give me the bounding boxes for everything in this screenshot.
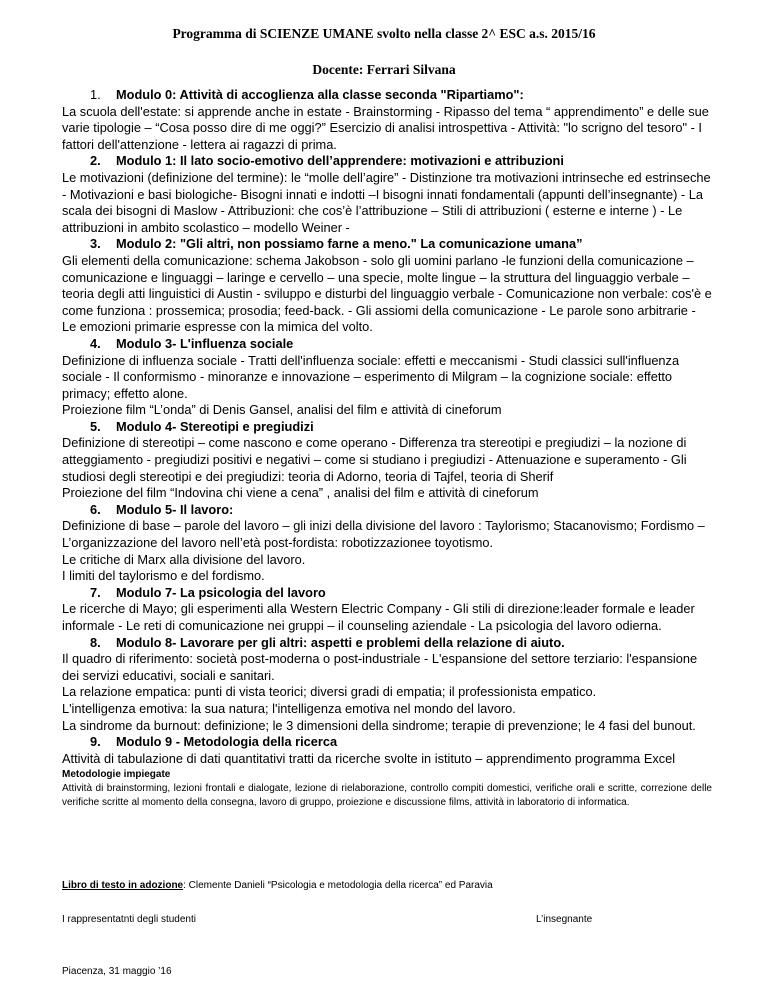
module-title: Modulo 9 - Metodologia della ricerca: [116, 734, 338, 750]
module-paragraph: Le critiche di Marx alla divisione del lavoro.: [62, 551, 306, 567]
module-paragraph: Gli elementi della comunicazione: schema Jakobson - solo gli uomini parlano -le funzioni della comunicazione – comunicazione e linguaggi – laringe e cervello – una specie, molte lingue – la struttura del linguaggio verbale – teoria degli atti linguistici di Austin - sviluppo e disturbi del linguaggio verbale - Comunicazione non verbale: cos'è e come funziona : prossemica; prosodia; feed-back. - Gli assiomi della comunicazione - Le parole sono arbitrarie - Le emozioni primarie espresse con la mimica del volto.: [62, 252, 712, 335]
place-date: Piacenza, 31 maggio ’16: [62, 966, 172, 977]
module-number: 9.: [90, 734, 101, 750]
module-paragraph: L'intelligenza emotiva: la sua natura; l'intelligenza emotiva nel mondo del lavoro.: [62, 700, 516, 716]
methods-heading: Metodologie impiegate: [62, 769, 171, 781]
module-number: 1.: [90, 87, 101, 102]
document-title: Programma di SCIENZE UMANE svolto nella classe 2^ ESC a.s. 2015/16: [172, 26, 596, 41]
module-heading: [62, 585, 712, 602]
module-number: 2.: [90, 153, 101, 169]
module-number: 8.: [90, 634, 101, 650]
module-paragraph: Il quadro di riferimento: società post-moderna o post-industriale - L'espansione del settore terziario: l'espansione dei servizi educativi, sociali e sanitari.: [62, 651, 698, 683]
textbook-line: [62, 880, 493, 891]
module-title: Modulo 5- Il lavoro:: [116, 501, 234, 517]
students-signature-label: I rappresentatnti degli studenti: [62, 914, 196, 925]
module-paragraph: Le ricerche di Mayo; gli esperimenti alla Western Electric Company - Gli stili di direzione:leader formale e leader informale - Le reti di comunicazione nei gruppi – il counseling aziendale - La psicologia del lavoro odierna.: [62, 601, 695, 633]
module-heading: [62, 336, 712, 353]
module-title: Modulo 7- La psicologia del lavoro: [116, 584, 326, 600]
module-heading: [62, 153, 712, 170]
program-body: [62, 87, 712, 810]
module-list: [62, 87, 712, 767]
teacher-signature-label: L’insegnante: [536, 914, 593, 925]
module-paragraph: Proiezione del film “Indovina chi viene a cena” , analisi del film e attività di cineforum: [62, 485, 539, 501]
methods-text: Attività di brainstorming, lezioni frontali e dialogate, lezione di rielaborazione, controllo compiti domestici, verifiche orali e scritte, correzione delle verifiche scritte al momento della consegna, lavoro di gruppo, proiezione e discussione films, attività in laboratorio di informatica.: [62, 783, 712, 809]
teacher-name: Docente: Ferrari Silvana: [312, 62, 456, 77]
module-paragraph: Le motivazioni (definizione del termine): le “molle dell’agire” - Distinzione tra motivazioni intrinseche ed estrinseche - Motivazioni e basi biologiche- Bisogni innati e indotti –I bisogni innati fondamentali (appunti dell’insegnante) - La scala dei bisogni di Maslow - Attribuzioni: che cos’è l’attribuzione – Stili di attribuzioni ( esterne e interne ) - Le attribuzioni in ambito scolastico – modello Weiner -: [62, 169, 711, 235]
module-title: Modulo 2: "Gli altri, non possiamo farne a meno." La comunicazione umana”: [116, 236, 583, 252]
module-heading: [62, 502, 712, 519]
module-number: 5.: [90, 418, 101, 434]
module-paragraph: Definizione di base – parole del lavoro – gli inizi della divisione del lavoro : Taylorismo; Stacanovismo; Fordismo –L’organizzazione del lavoro nell’età post-fordista: robotizzazionee toyotismo.: [62, 518, 705, 551]
module-number: 7.: [90, 584, 101, 600]
module-title: Modulo 4- Stereotipi e pregiudizi: [116, 418, 314, 434]
module-title: Modulo 1: Il lato socio-emotivo dell’apprendere: motivazioni e attribuzioni: [116, 153, 564, 169]
module-heading: [62, 236, 712, 253]
module-title: Modulo 3- L'influenza sociale: [116, 335, 294, 351]
module-paragraph: I limiti del taylorismo e del fordismo.: [62, 568, 265, 584]
textbook-value: : Clemente Danieli “Psicologia e metodologia della ricerca” ed Paravia: [183, 880, 493, 891]
module-title: Modulo 8- Lavorare per gli altri: aspetti e problemi della relazione di aiuto.: [116, 634, 565, 650]
module-paragraph: Attività di tabulazione di dati quantitativi tratti da ricerche svolte in istituto – apprendimento programma Excel: [62, 750, 676, 766]
module-paragraph: La scuola dell'estate: si apprende anche in estate - Brainstorming - Ripasso del tema “ apprendimento” e delle sue varie tipologie – “Cosa posso dire di me oggi?” Esercizio di analisi introspettiva - Attività: "lo scrigno del tesoro" - I fattori dell'attenzione - lettera ai ragazzi di prima.: [62, 103, 709, 152]
module-paragraph: Proiezione film “L’onda” di Denis Gansel, analisi del film e attività di cineforum: [62, 402, 502, 418]
textbook-label: Libro di testo in adozione: [62, 880, 184, 891]
module-heading: [62, 87, 712, 104]
module-heading: [62, 635, 712, 652]
module-paragraph: La relazione empatica: punti di vista teorici; diversi gradi di empatia; il professionista empatico.: [62, 684, 597, 700]
module-paragraph: Definizione di stereotipi – come nascono e come operano - Differenza tra stereotipi e pregiudizi – la nozione di atteggiamento - pregiudizi positivi e negativi – come si studiano i pregiudizi - Attenuazione e superamento - Gli studiosi degli stereotipi e dei pregiudizi: teoria di Adorno, teoria di Tajfel, teoria di Sherif: [62, 435, 687, 484]
module-paragraph: Definizione di influenza sociale - Tratti dell'influenza sociale: effetti e meccanismi - Studi classici sull'influenza sociale - Il conformismo - minoranze e innovazione – esperimento di Milgram – la cognizione sociale: effetto primacy; effetto alone.: [62, 352, 680, 401]
module-number: 4.: [90, 335, 101, 351]
module-heading: [62, 734, 712, 751]
module-number: 6.: [90, 501, 101, 517]
module-number: 3.: [90, 236, 101, 252]
module-heading: [62, 419, 712, 436]
module-paragraph: La sindrome da burnout: definizione; le 3 dimensioni della sindrome; terapie di prevenzione; le 4 fasi del bunout.: [62, 717, 696, 733]
module-title: Modulo 0: Attività di accoglienza alla classe seconda "Ripartiamo":: [116, 87, 524, 102]
